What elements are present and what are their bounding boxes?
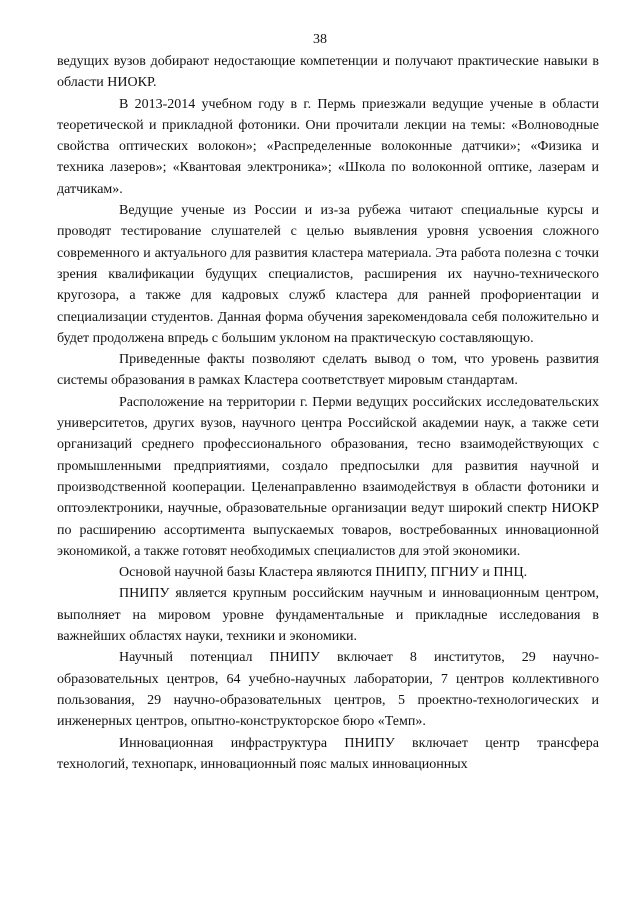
page-number: 38 bbox=[313, 32, 327, 47]
paragraph-pnipu-center: ПНИПУ является крупным российским научным и инновационным центром, выполняет на мировом уровне фундаментальные и прикладные исследования в важнейших областях науки, техники и экономики. bbox=[57, 586, 599, 645]
paragraph-scientific-base: Основой научной базы Кластера являются ПНИПУ, ПГНИУ и ПНЦ. bbox=[119, 565, 528, 581]
paragraph-continuation: ведущих вузов добирают недостающие компетенции и получают практические навыки в области НИОКР. bbox=[57, 54, 599, 91]
paragraph-conclusion: Приведенные факты позволяют сделать вывод о том, что уровень развития системы образования в рамках Кластера соответствует мировым стандартам. bbox=[57, 352, 599, 389]
body-text bbox=[57, 51, 599, 775]
paragraph-location: Расположение на территории г. Перми ведущих российских исследовательских университетов, других вузов, научного центра Российской академии наук, а также сети организаций среднего профессионального образования, тесно взаимодействующих с промышленными предприятиями, создало предпосылки для развития научной и производственной кооперации. Целенаправленно взаимодействуя в области фотоники и оптоэлектроники, научные, образовательные организации ведут широкий спектр НИОКР по расширению ассортимента выпускаемых товаров, востребованных инновационной экономикой, а также готовят необходимых специалистов для этой экономики. bbox=[57, 394, 599, 559]
paragraph-innovation-infrastructure: Инновационная инфраструктура ПНИПУ включает центр трансфера технологий, технопарк, инновационный пояс малых инновационных bbox=[57, 735, 599, 772]
paragraph-lectures: В 2013-2014 учебном году в г. Пермь приезжали ведущие ученые в области теоретической и прикладной фотоники. Они прочитали лекции на темы: «Волноводные свойства оптических волокон»; «Распределенные волоконные датчики»; «Физика и техника лазеров»; «Квантовая электроника»; «Школа по волоконной оптике, лазерам и датчикам». bbox=[57, 96, 599, 197]
paragraph-courses: Ведущие ученые из России и из-за рубежа читают специальные курсы и проводят тестирование слушателей с целью выявления уровня усвоения сложного современного и актуального для развития кластера материала. Эта работа полезна с точки зрения квалификации будущих специалистов, расширения их научно-технического кругозора, а также для кадровых служб кластера для ранней профориентации и специализации студентов. Данная форма обучения зарекомендовала себя положительно и будет продолжена впредь с большим уклоном на практическую составляющую. bbox=[57, 203, 599, 346]
paragraph-pnipu-potential: Научный потенциал ПНИПУ включает 8 институтов, 29 научно-образовательных центров, 64 учебно-научных лаборатории, 7 центров коллективного пользования, 29 научно-образовательных центров, 5 проектно-технологических и инженерных центров, опытно-конструкторское бюро «Темп». bbox=[57, 650, 599, 730]
